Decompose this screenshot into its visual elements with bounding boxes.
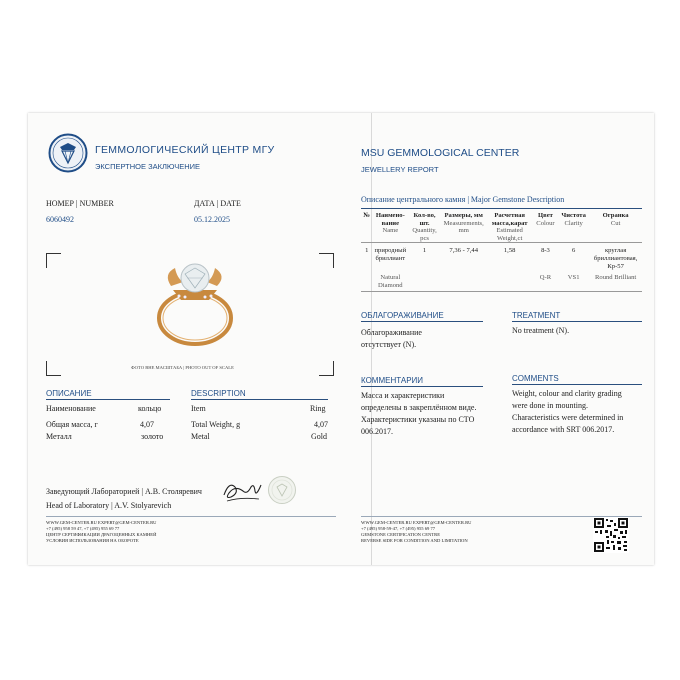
number-label: НОМЕР | NUMBER xyxy=(46,199,114,208)
signature-icon xyxy=(221,477,263,505)
photo-caption: ФОТО ВНЕ МАСШТАБА | PHOTO OUT OF SCALE xyxy=(131,365,234,370)
row-weight-ru-label: Общая масса, г xyxy=(46,420,98,429)
desc-en-rule xyxy=(191,399,328,400)
desc-en-header: DESCRIPTION xyxy=(191,389,246,398)
ring-photo xyxy=(143,256,243,351)
cell-qty-en xyxy=(408,270,441,292)
comm-en-line-3: Characteristics were determined in xyxy=(512,413,624,422)
treat-en-header: TREATMENT xyxy=(512,311,561,320)
cell-clarity-en: VS1 xyxy=(567,274,580,282)
comm-ru-rule xyxy=(361,386,483,387)
treat-en-line-1: No treatment (N). xyxy=(512,326,570,335)
comm-en-line-4: accordance with SRT 006.2017. xyxy=(512,425,615,434)
right-footer-line-3: GEMSTONE CERTIFICATION CENTRE xyxy=(361,532,441,537)
col-cut-en: Cut xyxy=(610,219,621,227)
date-label: ДАТА | DATE xyxy=(194,199,241,208)
col-size: Размеры, мм xyxy=(444,212,483,219)
col-colour: Цвет xyxy=(538,212,553,219)
comm-ru-line-2: определены в закреплённом виде. xyxy=(361,403,477,412)
cell-weight-en xyxy=(486,270,532,292)
comm-en-line-1: Weight, colour and clarity grading xyxy=(512,389,622,398)
center-fold xyxy=(371,113,372,565)
row-item-ru-label: Наименование xyxy=(46,404,96,413)
cell-clarity-ru: 6 xyxy=(571,247,576,255)
col-weight: Расчетная масса,карат xyxy=(491,212,528,227)
col-cut: Огранка xyxy=(602,212,629,219)
cell-no: 1 xyxy=(365,247,369,255)
crop-mark-bottom-right xyxy=(319,361,334,376)
right-title: MSU GEMMOLOGICAL CENTER xyxy=(361,147,520,159)
col-clarity-en: Clarity xyxy=(564,219,583,227)
row-weight-en-label: Total Weight, g xyxy=(191,420,241,429)
left-footer-line-3: ЦЕНТР СЕРТИФИКАЦИИ ДРАГОЦЕННЫХ КАМНЕЙ xyxy=(46,532,157,537)
treat-ru-line-2: отсутствует (N). xyxy=(361,340,417,349)
crop-mark-top-right xyxy=(319,253,334,268)
row-metal-en-label: Metal xyxy=(191,432,210,441)
table-row-en xyxy=(361,270,642,292)
gem-header-rule xyxy=(361,208,642,209)
left-footer-line-2: +7 (495) 958 59 47, +7 (495) 955 69 77 xyxy=(46,526,120,531)
head-ru: Заведующий Лабораторией | А.В. Столяревич xyxy=(46,487,202,496)
row-weight-ru-value: 4,07 xyxy=(140,420,154,429)
col-qty-en: Quantity, pcs xyxy=(412,227,437,242)
cell-cut-ru: круглая бриллиантовая, Кр-57 xyxy=(593,247,638,270)
row-metal-en-value: Gold xyxy=(311,432,327,441)
table-row-ru xyxy=(361,243,642,270)
cell-name-en: Natural Diamond xyxy=(378,274,403,289)
comm-ru-line-4: 006.2017. xyxy=(361,427,393,436)
col-colour-en: Colour xyxy=(536,219,555,227)
col-clarity: Чистота xyxy=(561,212,586,219)
row-item-en-label: Item xyxy=(191,404,206,413)
comm-ru-line-1: Масса и характеристики xyxy=(361,391,445,400)
head-en: Head of Laboratory | A.V. Stolyarevich xyxy=(46,501,172,510)
comm-en-header: COMMENTS xyxy=(512,374,559,383)
left-footer-rule xyxy=(46,516,336,517)
cell-name-ru: природный бриллиант xyxy=(374,247,407,262)
col-name: Наимено-вание xyxy=(375,212,405,227)
right-footer-line-1: WWW.GEM-CENTER.RU EXPERT@GEM-CENTER.RU xyxy=(361,520,472,525)
left-subtitle: ЭКСПЕРТНОЕ ЗАКЛЮЧЕНИЕ xyxy=(95,162,201,171)
left-title: ГЕММОЛОГИЧЕСКИЙ ЦЕНТР МГУ xyxy=(95,144,275,156)
col-size-en: Measurements, mm xyxy=(443,219,484,235)
cell-size: 7,36 - 7,44 xyxy=(449,247,478,255)
hologram-seal-icon xyxy=(267,475,297,505)
desc-ru-header: ОПИСАНИЕ xyxy=(46,389,92,398)
col-weight-en: Estimated Weight,ct xyxy=(496,227,523,242)
number-value: 6060492 xyxy=(46,215,74,224)
row-weight-en-value: 4,07 xyxy=(314,420,328,429)
cell-size-en xyxy=(441,270,486,292)
qr-code-icon xyxy=(593,517,629,553)
left-footer-line-4: УСЛОВИЯ ИСПОЛЬЗОВАНИЯ НА ОБОРОТЕ xyxy=(46,538,139,543)
cell-colour-en: Q-R xyxy=(539,274,552,282)
gem-header: Описание центрального камня | Major Gemstone Description xyxy=(361,195,565,204)
crop-mark-bottom-left xyxy=(46,361,61,376)
row-item-ru-value: кольцо xyxy=(138,404,162,413)
comm-ru-line-3: Характеристики указаны по СТО xyxy=(361,415,475,424)
comm-en-line-2: were done in mounting. xyxy=(512,401,588,410)
desc-ru-rule xyxy=(46,399,170,400)
row-item-en-value: Ring xyxy=(310,404,326,413)
right-footer-line-4: REVERSE SIDE FOR CONDITION AND LIMITATION xyxy=(361,538,468,543)
diamond-emblem-icon xyxy=(48,133,88,173)
cell-cut-en: Round Brilliant xyxy=(595,274,637,282)
row-metal-ru-value: золото xyxy=(141,432,164,441)
certificate-document xyxy=(28,113,654,565)
right-footer-line-2: +7 (495) 958-59-47, +7 (495) 955 69 77 xyxy=(361,526,436,531)
cell-colour-ru: 8-3 xyxy=(541,247,550,255)
col-name-en: Name xyxy=(382,227,399,235)
cell-weight: 1,58 xyxy=(503,247,516,255)
treat-en-rule xyxy=(512,321,642,322)
comm-ru-header: КОММЕНТАРИИ xyxy=(361,376,424,385)
crop-mark-top-left xyxy=(46,253,61,268)
row-metal-ru-label: Металл xyxy=(46,432,72,441)
col-no: № xyxy=(363,212,371,219)
gemstone-table xyxy=(361,212,642,292)
cell-no-en xyxy=(361,270,373,292)
comm-en-rule xyxy=(512,384,642,385)
cell-qty: 1 xyxy=(422,247,427,255)
col-qty: Кол-во, шт. xyxy=(413,212,436,227)
treat-ru-header: ОБЛАГОРАЖИВАНИЕ xyxy=(361,311,444,320)
date-value: 05.12.2025 xyxy=(194,215,230,224)
table-header-row xyxy=(361,212,642,243)
treat-ru-line-1: Облагораживание xyxy=(361,328,422,337)
treat-ru-rule xyxy=(361,321,483,322)
left-footer-line-1: WWW.GEM-CENTER.RU EXPERT@GEM-CENTER.RU xyxy=(46,520,157,525)
right-subtitle: JEWELLERY REPORT xyxy=(361,165,439,174)
